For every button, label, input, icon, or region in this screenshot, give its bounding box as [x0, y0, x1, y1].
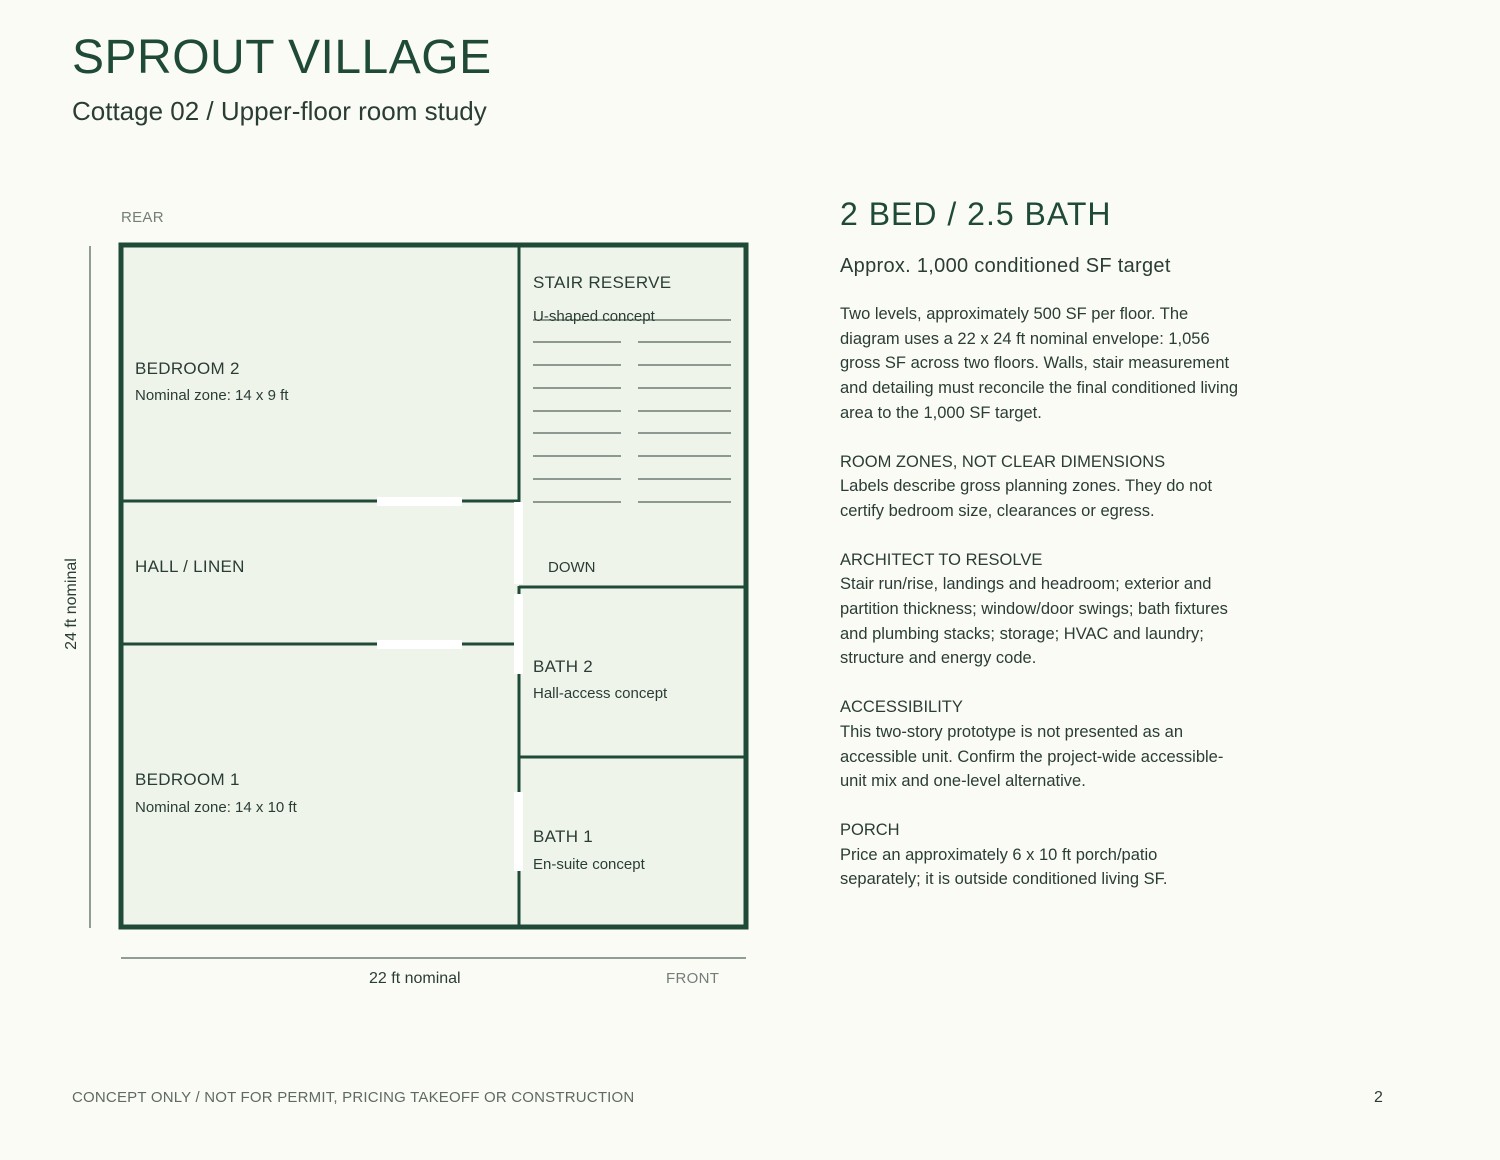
- note-section-body: Stair run/rise, landings and headroom; exterior and partition thickness; window/door swings; bath fixtures and plumbing stacks; storage; HVAC and laundry; structure and energy code.: [840, 575, 1228, 668]
- bedroom2-label: BEDROOM 2: [135, 359, 240, 378]
- intro-paragraph: Two levels, approximately 500 SF per floor. The diagram uses a 22 x 24 ft nominal envelope: 1,056 gross SF across two floors. Walls, stair measurement and detailing must reconcile the final conditioned living area to the 1,000 SF target.: [840, 305, 1239, 422]
- note-section-title: PORCH: [840, 820, 900, 839]
- bedroom2-note: Nominal zone: 14 x 9 ft: [135, 387, 289, 404]
- note-section: [840, 695, 1240, 794]
- page-title: SPROUT VILLAGE: [72, 31, 492, 84]
- note-section: [840, 818, 1240, 892]
- note-section-body: This two-story prototype is not presented as an accessible unit. Confirm the project-wide accessible-unit mix and one-level alternative.: [840, 722, 1224, 791]
- bath2-label: BATH 2: [533, 657, 594, 676]
- stair-down-label: DOWN: [548, 559, 596, 576]
- note-section: [840, 450, 1240, 524]
- page-subtitle: Cottage 02 / Upper-floor room study: [72, 96, 487, 126]
- note-section: [840, 548, 1240, 672]
- summary-panel: [840, 196, 1240, 892]
- bath2-note: Hall-access concept: [533, 685, 668, 702]
- note-section-body: Price an approximately 6 x 10 ft porch/patio separately; it is outside conditioned living SF.: [840, 845, 1168, 889]
- disclaimer: CONCEPT ONLY / NOT FOR PERMIT, PRICING TAKEOFF OR CONSTRUCTION: [72, 1089, 635, 1106]
- rear-label: REAR: [121, 209, 164, 226]
- width-label: 22 ft nominal: [369, 970, 461, 987]
- page-number: 2: [1374, 1089, 1383, 1106]
- bedroom1-label: BEDROOM 1: [135, 770, 240, 789]
- stair-label: STAIR RESERVE: [533, 273, 672, 292]
- note-section-body: Labels describe gross planning zones. They do not certify bedroom size, clearances or egress.: [840, 477, 1213, 520]
- height-label: 24 ft nominal: [63, 558, 80, 650]
- hall-label: HALL / LINEN: [135, 557, 245, 576]
- area-target: Approx. 1,000 conditioned SF target: [840, 255, 1171, 277]
- note-section-title: ACCESSIBILITY: [840, 698, 963, 717]
- note-section-title: ROOM ZONES, NOT CLEAR DIMENSIONS: [840, 452, 1166, 471]
- stair-note: U-shaped concept: [533, 308, 655, 325]
- bedroom1-note: Nominal zone: 14 x 10 ft: [135, 799, 297, 816]
- bath1-label: BATH 1: [533, 827, 594, 846]
- unit-mix-heading: 2 BED / 2.5 BATH: [840, 196, 1112, 232]
- bath1-note: En-suite concept: [533, 856, 645, 873]
- note-section-title: ARCHITECT TO RESOLVE: [840, 550, 1043, 569]
- front-label: FRONT: [666, 970, 720, 987]
